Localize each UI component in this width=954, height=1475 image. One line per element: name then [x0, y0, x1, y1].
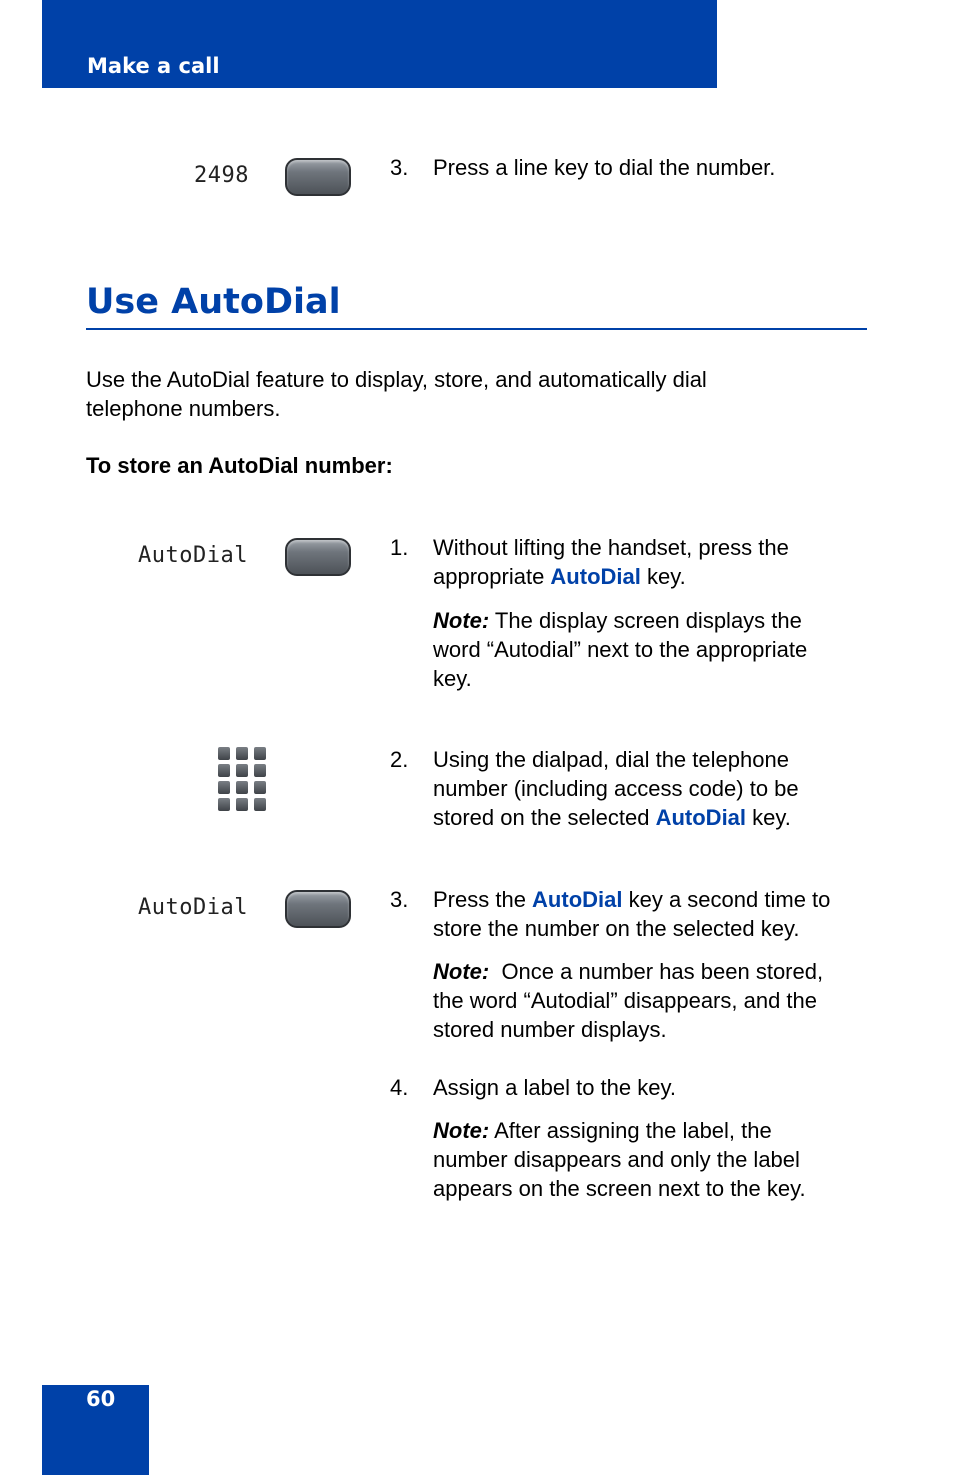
autodial-key-ref: AutoDial [532, 887, 623, 912]
step-number: 4. [390, 1075, 409, 1100]
note-line: key. [433, 666, 472, 691]
step-line [433, 803, 873, 832]
line-key-icon [285, 890, 351, 928]
step-number: 3. [390, 155, 409, 180]
text-fragment: After assigning the label, the [489, 1118, 772, 1143]
note-line: word “Autodial” next to the appropriate [433, 637, 808, 662]
note-line: number disappears and only the label [433, 1147, 800, 1172]
note-line [433, 606, 873, 635]
note-line: the word “Autodial” disappears, and the [433, 988, 818, 1013]
text-fragment: The display screen displays the [489, 608, 802, 633]
note-line: stored number displays. [433, 1017, 667, 1042]
note-line [433, 957, 873, 986]
step-line [433, 562, 873, 591]
step-line: Without lifting the handset, press the [433, 535, 789, 560]
step-number: 3. [390, 887, 409, 912]
section-title: Use AutoDial [86, 282, 341, 322]
text-fragment: Press the [433, 887, 533, 912]
note [433, 1116, 873, 1203]
display-label-2498: 2498 [194, 163, 249, 188]
step-body [433, 533, 873, 693]
note [433, 606, 873, 693]
text-fragment: Once a number has been stored, [489, 959, 824, 984]
step-line: Assign a label to the key. [433, 1075, 676, 1100]
note [433, 957, 873, 1044]
step-number: 1. [390, 535, 409, 560]
text-fragment: appropriate [433, 564, 551, 589]
step-text: Press a line key to dial the number. [433, 155, 776, 180]
step-line: Using the dialpad, dial the telephone [433, 747, 789, 772]
step-body [433, 745, 873, 832]
page-number: 60 [86, 1387, 116, 1411]
line-key-icon [285, 538, 351, 576]
step-body [433, 1073, 873, 1203]
chapter-title: Make a call [87, 54, 220, 78]
note-label: Note: [433, 959, 490, 984]
autodial-key-ref: AutoDial [550, 564, 641, 589]
note-label: Note: [433, 1118, 490, 1143]
autodial-key-ref: AutoDial [655, 805, 747, 830]
text-fragment: stored on the selected [433, 805, 656, 830]
step-line: number (including access code) to be [433, 776, 799, 801]
note-label: Note: [433, 608, 490, 633]
step-body [433, 885, 873, 1044]
description-line: telephone numbers. [86, 396, 281, 421]
display-label-autodial: AutoDial [138, 895, 248, 920]
step-line: store the number on the selected key. [433, 916, 800, 941]
header-bar [42, 0, 717, 88]
display-label-autodial: AutoDial [138, 543, 248, 568]
note-line [433, 1116, 873, 1145]
dialpad-icon [218, 747, 266, 815]
section-divider [86, 328, 867, 330]
step-line [433, 885, 873, 914]
description-line: Use the AutoDial feature to display, store, and automatically dial [86, 367, 707, 392]
step-number: 2. [390, 747, 409, 772]
procedure-heading: To store an AutoDial number: [86, 453, 393, 478]
section-description [86, 365, 806, 423]
line-key-icon [285, 158, 351, 196]
text-fragment: key. [746, 805, 791, 830]
note-line: appears on the screen next to the key. [433, 1176, 806, 1201]
text-fragment: key. [640, 564, 686, 589]
text-fragment: key a second time to [622, 887, 831, 912]
